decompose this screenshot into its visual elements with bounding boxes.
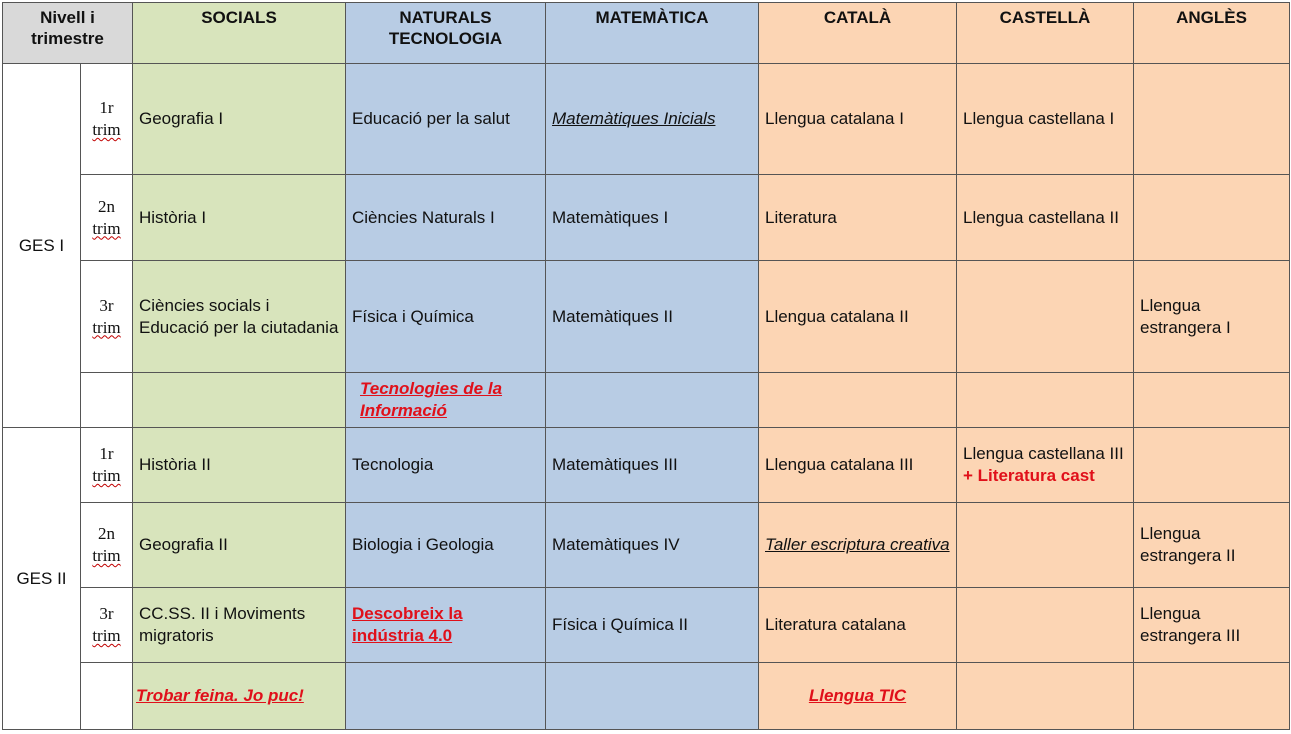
llengua-tic-link[interactable]: Llengua TIC	[808, 686, 907, 705]
cell-castella	[957, 503, 1134, 588]
cell-socials[interactable]	[133, 663, 346, 730]
cell-catala: Literatura	[759, 175, 957, 261]
cell-castella	[957, 373, 1134, 428]
cell-catala	[759, 373, 957, 428]
trim-label: 3r trim	[81, 261, 133, 373]
cell-catala: Llengua catalana II	[759, 261, 957, 373]
cell-naturals: Tecnologia	[346, 428, 546, 503]
table-row	[3, 428, 1290, 503]
table-row	[3, 64, 1290, 175]
table-row	[3, 503, 1290, 588]
cell-castella	[957, 261, 1134, 373]
tecnologies-informacio-link[interactable]: Tecnologies de la Informació	[360, 379, 503, 420]
table-row	[3, 588, 1290, 663]
header-matematica: MATEMÀTICA	[546, 3, 759, 64]
cell-naturals	[346, 663, 546, 730]
cell-socials	[133, 373, 346, 428]
cell-naturals[interactable]	[346, 588, 546, 663]
cell-matematica	[546, 663, 759, 730]
cell-socials: Geografia I	[133, 64, 346, 175]
header-naturals: NATURALS TECNOLOGIA	[346, 3, 546, 64]
literatura-cast-text: Literatura cast	[977, 466, 1095, 485]
cell-catala: Literatura catalana	[759, 588, 957, 663]
cell-angles	[1134, 373, 1290, 428]
cell-socials: Història I	[133, 175, 346, 261]
cell-castella	[957, 588, 1134, 663]
cell-naturals: Ciències Naturals I	[346, 175, 546, 261]
trim-empty	[81, 663, 133, 730]
cell-socials: Ciències socials i Educació per la ciutadania	[133, 261, 346, 373]
header-catala: CATALÀ	[759, 3, 957, 64]
trim-label: 2n trim	[81, 175, 133, 261]
cell-castella	[957, 663, 1134, 730]
table-row	[3, 261, 1290, 373]
cell-naturals: Educació per la salut	[346, 64, 546, 175]
cell-angles	[1134, 428, 1290, 503]
cell-matematica	[546, 373, 759, 428]
cell-socials: Història II	[133, 428, 346, 503]
trim-label: 2n trim	[81, 503, 133, 588]
table-row	[3, 175, 1290, 261]
cell-angles	[1134, 64, 1290, 175]
descobreix-industria-link[interactable]: Descobreix la indústria 4.0	[352, 604, 463, 645]
table-row	[3, 663, 1290, 730]
cell-angles	[1134, 175, 1290, 261]
cell-angles: Llengua estrangera I	[1134, 261, 1290, 373]
cell-catala[interactable]	[759, 663, 957, 730]
cell-angles: Llengua estrangera III	[1134, 588, 1290, 663]
trobar-feina-link[interactable]: Trobar feina. Jo puc!	[136, 686, 304, 705]
level-ges1: GES I	[3, 64, 81, 428]
cell-matematica: Matemàtiques IV	[546, 503, 759, 588]
cell-angles	[1134, 663, 1290, 730]
taller-escriptura-link[interactable]: Taller escriptura creativa	[765, 535, 950, 554]
header-row	[3, 3, 1290, 64]
cell-naturals[interactable]	[346, 373, 546, 428]
cell-catala[interactable]	[759, 503, 957, 588]
trim-label: 3r trim	[81, 588, 133, 663]
matematiques-inicials-link[interactable]: Matemàtiques Inicials	[552, 109, 716, 128]
cell-castella: Llengua castellana II	[957, 175, 1134, 261]
trim-label: 1r trim	[81, 428, 133, 503]
cell-matematica: Matemàtiques II	[546, 261, 759, 373]
cell-angles: Llengua estrangera II	[1134, 503, 1290, 588]
cell-matematica: Matemàtiques III	[546, 428, 759, 503]
cell-matematica: Matemàtiques I	[546, 175, 759, 261]
header-castella: CASTELLÀ	[957, 3, 1134, 64]
header-nivell: Nivell i trimestre	[3, 3, 133, 64]
cell-catala: Llengua catalana III	[759, 428, 957, 503]
trim-empty	[81, 373, 133, 428]
cell-matematica[interactable]	[546, 64, 759, 175]
cell-castella: Llengua castellana III + Literatura cast	[957, 428, 1134, 503]
curriculum-table	[2, 2, 1290, 730]
cell-socials: CC.SS. II i Moviments migratoris	[133, 588, 346, 663]
cell-matematica: Física i Química II	[546, 588, 759, 663]
cell-naturals: Biologia i Geologia	[346, 503, 546, 588]
cell-catala: Llengua catalana I	[759, 64, 957, 175]
trim-label: 1r trim	[81, 64, 133, 175]
cell-castella: Llengua castellana I	[957, 64, 1134, 175]
cell-naturals: Física i Química	[346, 261, 546, 373]
table-row	[3, 373, 1290, 428]
header-angles: ANGLÈS	[1134, 3, 1290, 64]
header-socials: SOCIALS	[133, 3, 346, 64]
cell-socials: Geografia II	[133, 503, 346, 588]
level-ges2: GES II	[3, 428, 81, 730]
